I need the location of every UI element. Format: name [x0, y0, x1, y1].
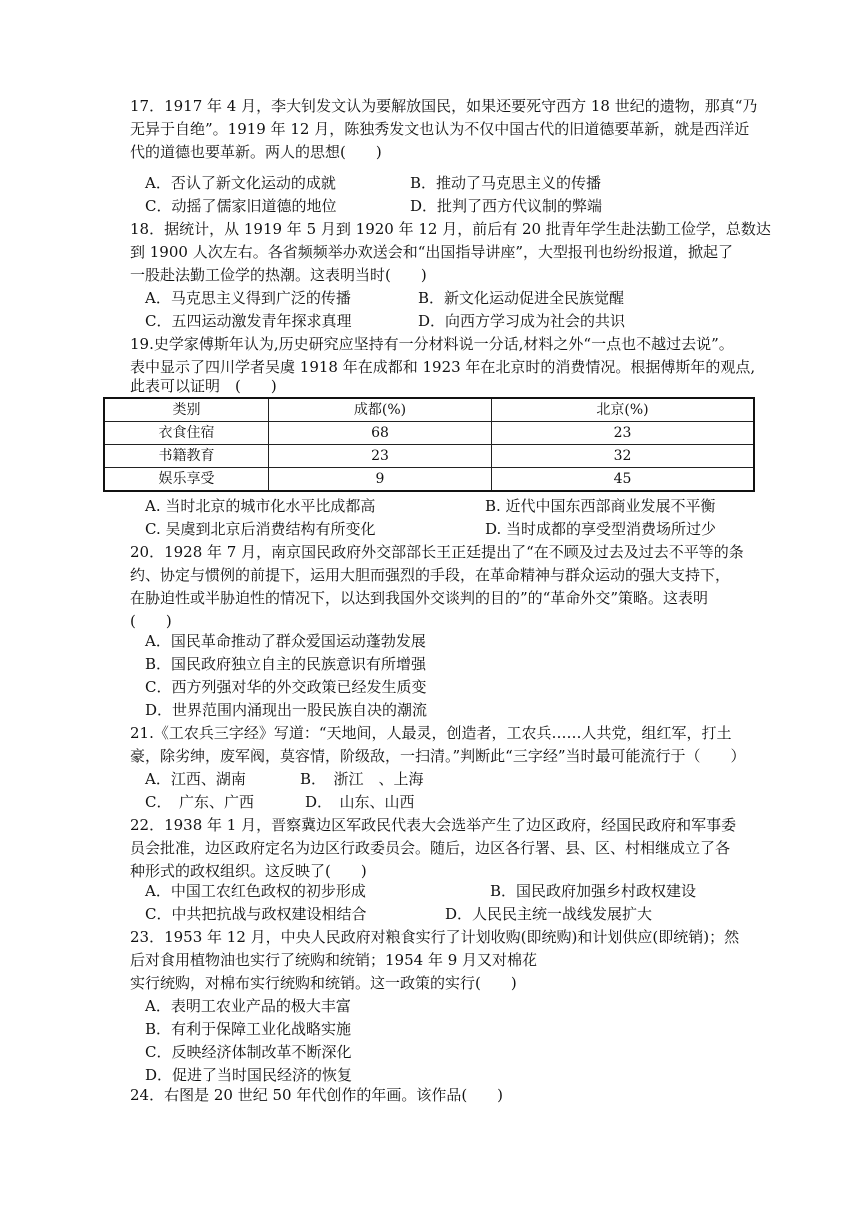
- table-header-beijing: 北京(%): [492, 398, 755, 422]
- q21-option-a[interactable]: A．江西、湖南: [145, 770, 246, 788]
- q22-line-3: 种形式的政权组织。这反映了( ): [130, 862, 367, 880]
- q23-option-a[interactable]: A．表明工农业产品的极大丰富: [145, 997, 351, 1015]
- q18-line-3: 一股赴法勤工俭学的热潮。这表明当时( ): [130, 266, 427, 284]
- q18-option-b[interactable]: B．新文化运动促进全民族觉醒: [418, 289, 625, 307]
- q18-line-2: 到 1900 人次左右。各省频频举办欢送会和“出国指导讲座”，大型报刊也纷纷报道，掀起了: [130, 243, 734, 261]
- q19-line-1: 19.史学家傅斯年认为,历史研究应坚持有一分材料说一分话,材料之外“一点也不越过去说”。: [130, 335, 734, 353]
- q22-option-d[interactable]: D．人民民主统一战线发展扩大: [445, 905, 653, 923]
- table-cell: 45: [492, 468, 755, 492]
- table-cell: 书籍教育: [104, 445, 269, 468]
- q20-option-d[interactable]: D．世界范围内涌现出一股民族自决的潮流: [145, 701, 428, 719]
- q24-line-1: 24．右图是 20 世纪 50 年代创作的年画。该作品( ): [130, 1086, 504, 1104]
- q23-option-b[interactable]: B．有利于保障工业化战略实施: [145, 1020, 352, 1038]
- q17-option-d[interactable]: D．批判了西方代议制的弊端: [410, 197, 603, 215]
- q19-option-a[interactable]: A. 当时北京的城市化水平比成都高: [145, 497, 376, 515]
- q19-line-2: 表中显示了四川学者吴虞 1918 年在成都和 1923 年在北京时的消费情况。根据傅斯年的观点,: [130, 358, 756, 376]
- q17-option-b[interactable]: B．推动了马克思主义的传播: [410, 174, 602, 192]
- q18-option-d[interactable]: D．向西方学习成为社会的共识: [418, 312, 626, 330]
- q19-option-d[interactable]: D. 当时成都的享受型消费场所过少: [485, 520, 717, 538]
- q21-line-2: 豪，除劣绅，废军阀，莫容情，阶级敌，一扫清。”判断此“三字经”当时最可能流行于（ ）: [130, 747, 746, 765]
- table-header-row: [104, 398, 754, 422]
- q18-line-1: 18．据统计，从 1919 年 5 月到 1920 年 12 月，前后有 20 批青年学生赴法勤工俭学，总数达: [130, 220, 771, 238]
- table-row: [104, 468, 754, 492]
- q19-option-b[interactable]: B. 近代中国东西部商业发展不平衡: [485, 497, 716, 515]
- consumption-table: [103, 397, 755, 492]
- table-cell: 9: [269, 468, 492, 492]
- q17-line-2: 无异于自绝”。1919 年 12 月，陈独秀发文也认为不仅中国古代的旧道德要革新，就是西洋近: [130, 120, 750, 138]
- q21-line-1: 21.《工农兵三字经》写道：“天地间，人最灵，创造者，工农兵……人共党，组红军，打土: [130, 724, 732, 742]
- q22-option-a[interactable]: A．中国工农红色政权的初步形成: [145, 882, 366, 900]
- q23-line-1: 23．1953 年 12 月，中央人民政府对粮食实行了计划收购(即统购)和计划供应(即统销)；然: [130, 928, 740, 946]
- q19-option-c[interactable]: C. 吴虞到北京后消费结构有所变化: [145, 520, 376, 538]
- q17-option-c[interactable]: C．动摇了儒家旧道德的地位: [145, 197, 337, 215]
- q21-option-d[interactable]: D． 山东、山西: [305, 793, 415, 811]
- q22-option-c[interactable]: C．中共把抗战与政权建设相结合: [145, 905, 367, 923]
- q17-line-3: 代的道德也要革新。两人的思想( ): [130, 143, 382, 161]
- q20-option-c[interactable]: C．西方列强对华的外交政策已经发生质变: [145, 678, 427, 696]
- q17-option-a[interactable]: A．否认了新文化运动的成就: [145, 174, 336, 192]
- q21-option-c[interactable]: C． 广东、广西: [145, 793, 254, 811]
- q23-line-2: 后对食用植物油也实行了统购和统销；1954 年 9 月又对棉花: [130, 951, 538, 969]
- q18-option-c[interactable]: C．五四运动激发青年探求真理: [145, 312, 352, 330]
- q17-line-1: 17．1917 年 4 月，李大钊发文认为要解放国民，如果还要死守西方 18 世纪的遗物，那真“乃: [130, 97, 758, 115]
- table-row: [104, 422, 754, 445]
- q20-line-1: 20．1928 年 7 月，南京国民政府外交部部长王正廷提出了“在不顾及过去及过去不平等的条: [130, 543, 744, 561]
- q23-option-d[interactable]: D．促进了当时国民经济的恢复: [145, 1066, 353, 1084]
- table-cell: 68: [269, 422, 492, 445]
- table-row: [104, 445, 754, 468]
- q23-line-3: 实行统购，对棉布实行统购和统销。这一政策的实行( ): [130, 974, 517, 992]
- table-cell: 23: [492, 422, 755, 445]
- table-header-category: 类别: [104, 398, 269, 422]
- q22-line-1: 22．1938 年 1 月，晋察冀边区军政民代表大会选举产生了边区政府，经国民政府和军事委: [130, 816, 737, 834]
- q20-option-a[interactable]: A．国民革命推动了群众爱国运动蓬勃发展: [145, 632, 426, 650]
- q21-option-b[interactable]: B． 浙江 、上海: [300, 770, 424, 788]
- q20-line-2: 约、协定与惯例的前提下，运用大胆而强烈的手段，在革命精神与群众运动的强大支持下，: [130, 566, 731, 584]
- table-cell: 衣食住宿: [104, 422, 269, 445]
- q22-option-b[interactable]: B．国民政府加强乡村政权建设: [490, 882, 697, 900]
- table-header-chengdu: 成都(%): [269, 398, 492, 422]
- q20-line-4: ( ): [130, 612, 172, 630]
- q19-line-3: 此表可以证明 ( ): [130, 377, 277, 395]
- q20-line-3: 在胁迫性或半胁迫性的情况下，以达到我国外交谈判的目的”的“革命外交”策略。这表明: [130, 589, 709, 607]
- table-cell: 23: [269, 445, 492, 468]
- q22-line-2: 员会批准，边区政府定名为边区行政委员会。随后，边区各行署、县、区、村相继成立了各: [130, 839, 731, 857]
- table-cell: 32: [492, 445, 755, 468]
- q23-option-c[interactable]: C．反映经济体制改革不断深化: [145, 1043, 352, 1061]
- q18-option-a[interactable]: A．马克思主义得到广泛的传播: [145, 289, 351, 307]
- q20-option-b[interactable]: B．国民政府独立自主的民族意识有所增强: [145, 655, 427, 673]
- table-cell: 娱乐享受: [104, 468, 269, 492]
